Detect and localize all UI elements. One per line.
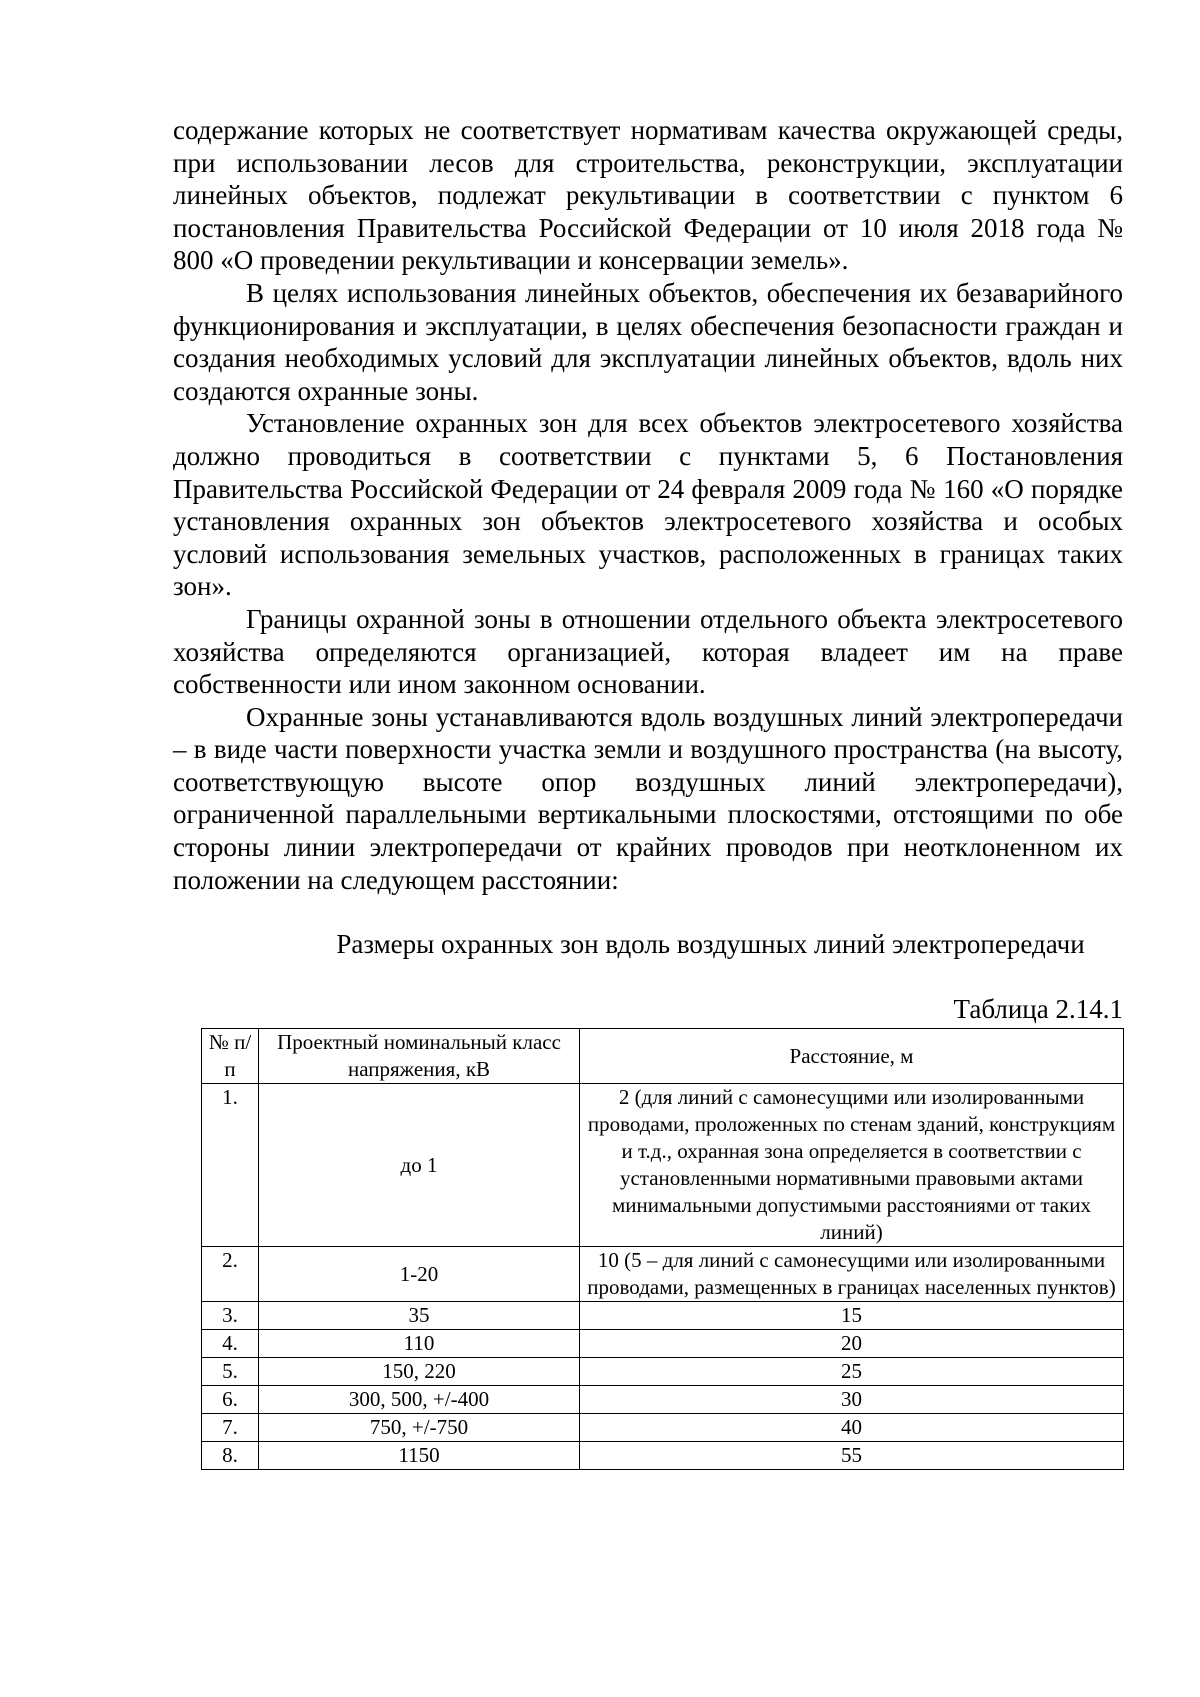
- row-voltage: 750, +/-750: [259, 1414, 580, 1442]
- table-number: Таблица 2.14.1: [953, 994, 1123, 1024]
- table-row: [202, 1358, 1124, 1386]
- body-text: [173, 114, 1123, 896]
- header-distance: Расстояние, м: [580, 1029, 1124, 1084]
- protection-zones-table: [201, 1028, 1124, 1470]
- table-row: [202, 1247, 1124, 1302]
- paragraph: Установление охранных зон для всех объектов электросетевого хозяйства должно проводиться в соответствии с пунктами 5, 6 Постановления Правительства Российской Федерации от 24 февраля 2009 года № 160 «О порядке установления охранных зон объектов электросетевого хозяйства и особых условий использования земельных участков, расположенных в границах таких зон».: [173, 408, 1123, 602]
- table-row: [202, 1084, 1124, 1247]
- row-number: 5.: [202, 1358, 259, 1386]
- row-distance: 30: [580, 1386, 1124, 1414]
- paragraph: содержание которых не соответствует нормативам качества окружающей среды, при использовании лесов для строительства, реконструкции, эксплуатации линейных объектов, подлежат рекультивации в соответствии с пунктом 6 постановления Правительства Российской Федерации от 10 июля 2018 года № 800 «О проведении рекультивации и консервации земель».: [173, 115, 1123, 276]
- table-title: Размеры охранных зон вдоль воздушных линий электропередачи: [336, 929, 1085, 959]
- paragraph: Границы охранной зоны в отношении отдельного объекта электросетевого хозяйства определяются организацией, которая владеет им на праве собственности или ином законном основании.: [173, 603, 1123, 700]
- row-voltage: 1150: [259, 1442, 580, 1470]
- row-number: 6.: [202, 1386, 259, 1414]
- row-distance: 20: [580, 1330, 1124, 1358]
- row-voltage: 1-20: [259, 1247, 580, 1302]
- table-row: [202, 1330, 1124, 1358]
- paragraph: Охранные зоны устанавливаются вдоль воздушных линий электропередачи – в виде части поверхности участка земли и воздушного пространства (на высоту, соответствующую высоте опор воздушных линий электропередачи), ограниченной параллельными вертикальными плоскостями, отстоящими по обе стороны линии электропередачи от крайних проводов при неотклоненном их положении на следующем расстоянии:: [173, 701, 1123, 895]
- row-distance: 15: [580, 1302, 1124, 1330]
- paragraph: В целях использования линейных объектов, обеспечения их безаварийного функционирования и эксплуатации, в целях обеспечения безопасности граждан и создания необходимых условий для эксплуатации линейных объектов, вдоль них создаются охранные зоны.: [173, 277, 1123, 406]
- row-number: 2.: [202, 1247, 259, 1302]
- row-distance: 2 (для линий с самонесущими или изолированными проводами, проложенных по стенам зданий, конструкциям и т.д., охранная зона определяется в соответствии с установленными нормативными правовыми актами минимальными допустимыми расстояниями от таких линий): [580, 1084, 1124, 1247]
- table-row: [202, 1442, 1124, 1470]
- table-row: [202, 1414, 1124, 1442]
- row-voltage: 300, 500, +/-400: [259, 1386, 580, 1414]
- row-number: 7.: [202, 1414, 259, 1442]
- row-voltage: 35: [259, 1302, 580, 1330]
- row-number: 3.: [202, 1302, 259, 1330]
- row-distance: 10 (5 – для линий с самонесущими или изолированными проводами, размещенных в границах населенных пунктов): [580, 1247, 1124, 1302]
- row-number: 8.: [202, 1442, 259, 1470]
- row-distance: 40: [580, 1414, 1124, 1442]
- row-voltage: до 1: [259, 1084, 580, 1247]
- table-row: [202, 1302, 1124, 1330]
- row-distance: 25: [580, 1358, 1124, 1386]
- row-voltage: 110: [259, 1330, 580, 1358]
- row-number: 1.: [202, 1084, 259, 1247]
- row-number: 4.: [202, 1330, 259, 1358]
- table-row: [202, 1386, 1124, 1414]
- row-voltage: 150, 220: [259, 1358, 580, 1386]
- header-number: № п/п: [202, 1029, 259, 1084]
- table-header-row: [202, 1029, 1124, 1084]
- header-voltage: Проектный номинальный класс напряжения, кВ: [259, 1029, 580, 1084]
- row-distance: 55: [580, 1442, 1124, 1470]
